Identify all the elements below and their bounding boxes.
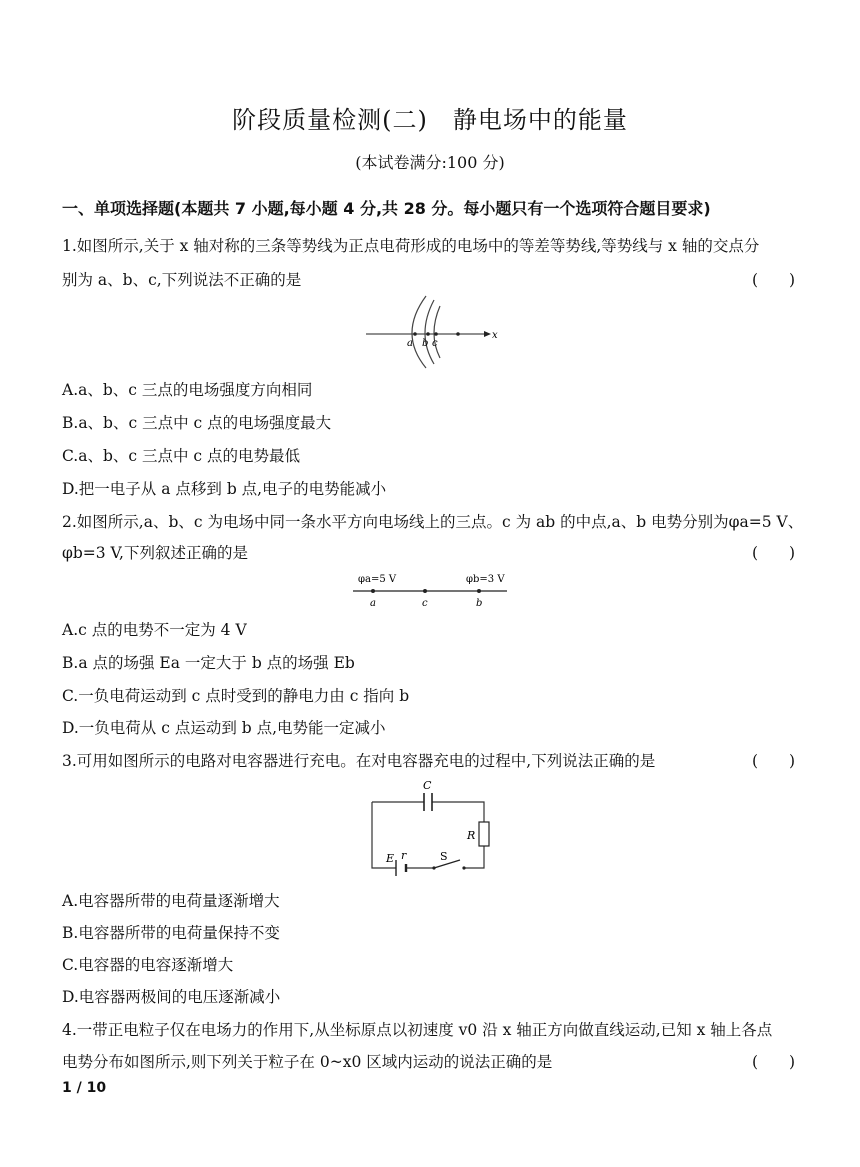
page-subtitle: (本试卷满分:100 分) xyxy=(355,153,505,172)
point-b xyxy=(477,589,481,593)
label-R: R xyxy=(467,829,476,842)
q1-option-c: C.a、b、c 三点中 c 点的电势最低 xyxy=(62,447,301,465)
resistor-icon xyxy=(479,822,489,846)
q3-answer-paren: ( ) xyxy=(752,752,796,770)
switch-contact-right xyxy=(462,866,465,869)
label-b: b xyxy=(476,598,483,609)
label-a: a xyxy=(407,338,413,349)
q2-field-line-figure xyxy=(350,568,510,612)
phi-a-label: φa=5 V xyxy=(358,574,397,585)
phi-b-label: φb=3 V xyxy=(466,574,505,585)
label-c: c xyxy=(422,598,428,609)
equipotential-line-a xyxy=(412,296,429,368)
point-a xyxy=(371,589,375,593)
label-a: a xyxy=(370,598,376,609)
q2-option-d: D.一负电荷从 c 点运动到 b 点,电势能一定减小 xyxy=(62,719,386,737)
label-b: b xyxy=(422,338,429,349)
q3-option-d: D.电容器两极间的电压逐渐减小 xyxy=(62,988,281,1006)
q3-circuit-figure xyxy=(360,776,500,880)
equipotential-line-b xyxy=(425,300,434,364)
q2-option-c: C.一负电荷运动到 c 点时受到的静电力由 c 指向 b xyxy=(62,687,410,705)
point-c xyxy=(434,332,438,336)
label-r: r xyxy=(401,849,407,862)
q4-answer-paren: ( ) xyxy=(752,1053,796,1071)
q2-stem-line2: φb=3 V,下列叙述正确的是 xyxy=(62,544,248,562)
page-number: 1 / 10 xyxy=(62,1080,107,1096)
q1-stem-line2: 别为 a、b、c,下列说法不正确的是 xyxy=(62,271,302,289)
q2-stem-line1: 2.如图所示,a、b、c 为电场中同一条水平方向电场线上的三点。c 为 ab 的中点,a、b 电势分别为φa=5 V、 xyxy=(62,513,804,531)
q2-option-b: B.a 点的场强 Ea 一定大于 b 点的场强 Eb xyxy=(62,654,355,672)
point-b xyxy=(426,332,430,336)
q1-stem-line1: 1.如图所示,关于 x 轴对称的三条等势线为正点电荷形成的电场中的等差等势线,等势线与 x 轴的交点分 xyxy=(62,237,760,255)
label-C: C xyxy=(423,779,432,792)
q4-stem-line1: 4.一带正电粒子仅在电场力的作用下,从坐标原点以初速度 v0 沿 x 轴正方向做直线运动,已知 x 轴上各点 xyxy=(62,1021,773,1039)
q3-option-c: C.电容器的电容逐渐增大 xyxy=(62,956,234,974)
q3-stem-line1: 3.可用如图所示的电路对电容器进行充电。在对电容器充电的过程中,下列说法正确的是 xyxy=(62,752,656,770)
label-S: S xyxy=(440,850,448,863)
q1-answer-paren: ( ) xyxy=(752,271,796,289)
q4-stem-line2: 电势分布如图所示,则下列关于粒子在 0~x0 区域内运动的说法正确的是 xyxy=(62,1053,553,1071)
q2-option-a: A.c 点的电势不一定为 4 V xyxy=(62,621,247,639)
section-heading: 一、单项选择题(本题共 7 小题,每小题 4 分,共 28 分。每小题只有一个选项符合题目要求) xyxy=(62,199,711,218)
page-title: 阶段质量检测(二) 静电场中的能量 xyxy=(232,106,628,134)
charge-point xyxy=(456,332,460,336)
x-axis-arrow-icon xyxy=(484,331,491,337)
point-c xyxy=(423,589,427,593)
q3-option-a: A.电容器所带的电荷量逐渐增大 xyxy=(62,892,280,910)
q1-option-d: D.把一电子从 a 点移到 b 点,电子的电势能减小 xyxy=(62,480,387,498)
label-E: E xyxy=(386,852,395,865)
label-x: x xyxy=(492,330,498,341)
q3-option-b: B.电容器所带的电荷量保持不变 xyxy=(62,924,280,942)
label-c: c xyxy=(432,338,438,349)
q1-equipotential-figure xyxy=(360,292,500,372)
equipotential-line-c xyxy=(434,306,440,358)
q2-answer-paren: ( ) xyxy=(752,544,796,562)
q1-option-b: B.a、b、c 三点中 c 点的电场强度最大 xyxy=(62,414,332,432)
q1-option-a: A.a、b、c 三点的电场强度方向相同 xyxy=(62,381,313,399)
point-a xyxy=(413,332,417,336)
